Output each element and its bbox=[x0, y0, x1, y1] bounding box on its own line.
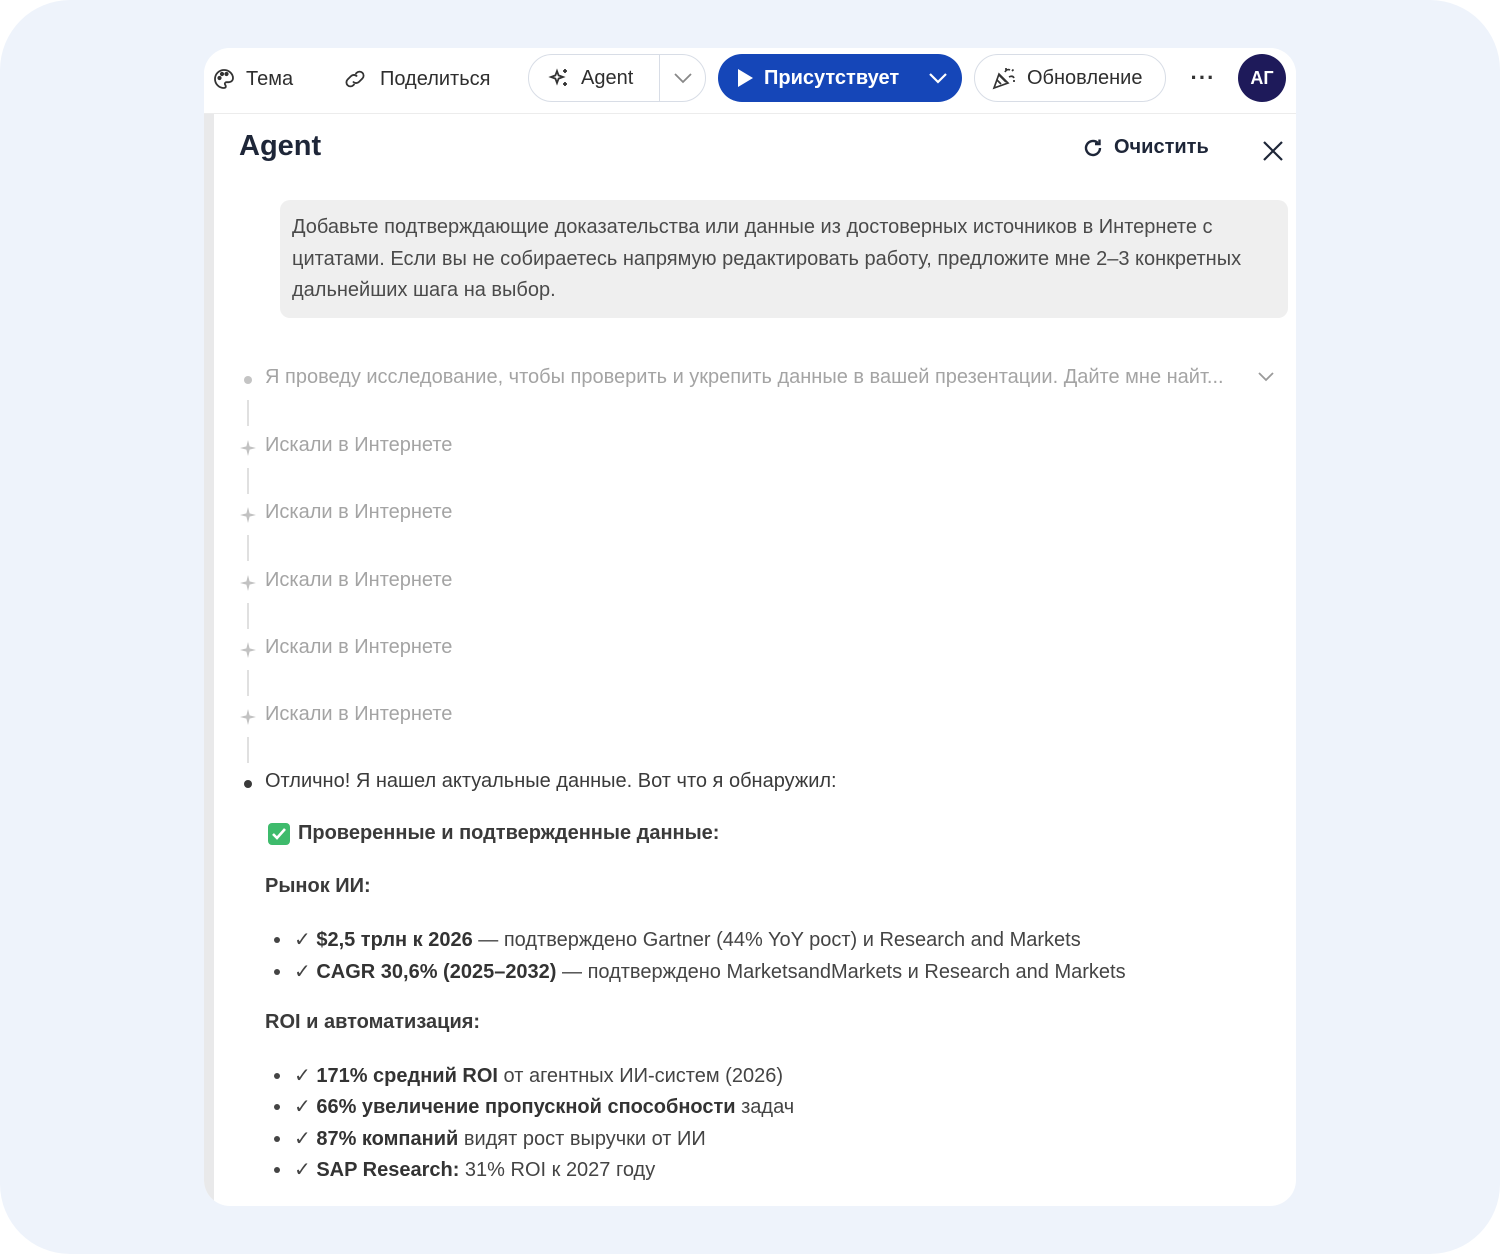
agent-dropdown-button[interactable] bbox=[660, 55, 705, 101]
list-item-text: видят рост выручки от ИИ bbox=[458, 1128, 706, 1150]
timeline-connector bbox=[247, 737, 249, 763]
search-step-label: Искали в Интернете bbox=[265, 569, 453, 591]
bullet bbox=[274, 1136, 280, 1142]
clear-label: Очистить bbox=[1114, 136, 1209, 158]
check-mark-icon bbox=[268, 823, 290, 845]
theme-label: Тема bbox=[246, 67, 294, 90]
list-item bbox=[274, 927, 1081, 952]
more-options-button[interactable]: ··· bbox=[1190, 65, 1216, 90]
user-prompt: Добавьте подтверждающие доказательства или данные из достоверных источников в Интернете с цитатами. Если вы не собираетесь напрямую редактировать работу, предложите мне 2–3 конкретных дальнейших шага на выбор. bbox=[280, 200, 1288, 318]
agent-label: Agent bbox=[581, 66, 634, 89]
present-label: Присутствует bbox=[764, 66, 900, 89]
list-item-bold: 66% увеличение пропускной способности bbox=[316, 1096, 736, 1118]
search-step-label: Искали в Интернете bbox=[265, 703, 453, 725]
bullet bbox=[274, 1073, 280, 1079]
update-button[interactable] bbox=[974, 54, 1166, 102]
search-step-icon bbox=[239, 574, 257, 592]
theme-button[interactable] bbox=[212, 56, 293, 102]
bullet bbox=[274, 1104, 280, 1110]
toolbar bbox=[204, 48, 1296, 114]
refresh-icon bbox=[1082, 137, 1104, 159]
list-item-bold: CAGR 30,6% (2025–2032) bbox=[316, 961, 557, 983]
play-icon bbox=[736, 68, 754, 88]
list-item-bold: $2,5 трлн к 2026 bbox=[316, 929, 473, 951]
list-item bbox=[274, 959, 1126, 984]
check-symbol: ✓ bbox=[294, 1065, 311, 1087]
search-step-icon bbox=[239, 439, 257, 457]
list-item-text: — подтверждено MarketsandMarkets и Research and Markets bbox=[556, 961, 1126, 983]
list-item-text: задач bbox=[735, 1096, 795, 1118]
chevron-down-icon[interactable] bbox=[1256, 370, 1276, 384]
search-step-label: Искали в Интернете bbox=[265, 434, 453, 456]
timeline-connector bbox=[247, 535, 249, 561]
result-intro-text: Отлично! Я нашел актуальные данные. Вот что я обнаружил: bbox=[265, 770, 837, 792]
chevron-down-icon bbox=[928, 72, 948, 84]
share-button[interactable] bbox=[342, 56, 490, 102]
palette-icon bbox=[212, 67, 236, 91]
search-step-icon bbox=[239, 641, 257, 659]
check-symbol: ✓ bbox=[294, 1096, 311, 1118]
check-symbol: ✓ bbox=[294, 961, 311, 983]
search-step-icon bbox=[239, 708, 257, 726]
timeline-connector bbox=[247, 670, 249, 696]
bullet bbox=[274, 969, 280, 975]
list-item-bold: SAP Research: bbox=[316, 1159, 460, 1181]
list-item-bold: 171% средний ROI bbox=[316, 1065, 498, 1087]
search-step-icon bbox=[239, 506, 257, 524]
sparkle-icon bbox=[547, 66, 571, 90]
agent-split-button bbox=[528, 54, 706, 102]
timeline-connector bbox=[247, 468, 249, 494]
chevron-down-icon bbox=[673, 72, 693, 84]
present-button[interactable] bbox=[718, 54, 914, 102]
present-dropdown-button[interactable] bbox=[914, 54, 962, 102]
timeline-dot bbox=[244, 376, 252, 384]
check-symbol: ✓ bbox=[294, 929, 311, 951]
search-step-label: Искали в Интернете bbox=[265, 636, 453, 658]
verified-heading: Проверенные и подтвержденные данные: bbox=[298, 822, 720, 844]
list-item-text: — подтверждено Gartner (44% YoY рост) и Research and Markets bbox=[472, 929, 1081, 951]
check-symbol: ✓ bbox=[294, 1159, 311, 1181]
present-split-button bbox=[718, 54, 962, 102]
timeline-connector bbox=[247, 603, 249, 629]
bullet bbox=[274, 937, 280, 943]
timeline-dot bbox=[244, 780, 252, 788]
update-label: Обновление bbox=[1027, 66, 1143, 89]
close-icon[interactable] bbox=[1260, 138, 1286, 164]
share-label: Поделиться bbox=[380, 67, 491, 90]
check-symbol: ✓ bbox=[294, 1128, 311, 1150]
list-item bbox=[274, 1126, 706, 1151]
market-heading: Рынок ИИ: bbox=[265, 875, 371, 897]
agent-intro-text: Я проведу исследование, чтобы проверить и укрепить данные в вашей презентации. Дайте мне найт... bbox=[265, 366, 1224, 388]
list-item-text: 31% ROI к 2027 году bbox=[459, 1159, 656, 1181]
list-item bbox=[274, 1063, 783, 1088]
party-popper-icon bbox=[991, 65, 1017, 91]
roi-heading: ROI и автоматизация: bbox=[265, 1011, 481, 1033]
bullet bbox=[274, 1167, 280, 1173]
agent-button[interactable] bbox=[529, 55, 659, 101]
list-item bbox=[274, 1094, 794, 1119]
clear-button[interactable] bbox=[1082, 136, 1209, 159]
list-item-text: от агентных ИИ-систем (2026) bbox=[497, 1065, 783, 1087]
panel-left-border bbox=[204, 114, 214, 1206]
list-item bbox=[274, 1157, 655, 1182]
avatar[interactable]: АГ bbox=[1238, 54, 1286, 102]
agent-window bbox=[204, 48, 1296, 1206]
panel-title: Agent bbox=[239, 130, 322, 162]
search-step-label: Искали в Интернете bbox=[265, 501, 453, 523]
timeline-connector bbox=[247, 400, 249, 426]
link-icon bbox=[342, 67, 368, 91]
list-item-bold: 87% компаний bbox=[316, 1128, 459, 1150]
